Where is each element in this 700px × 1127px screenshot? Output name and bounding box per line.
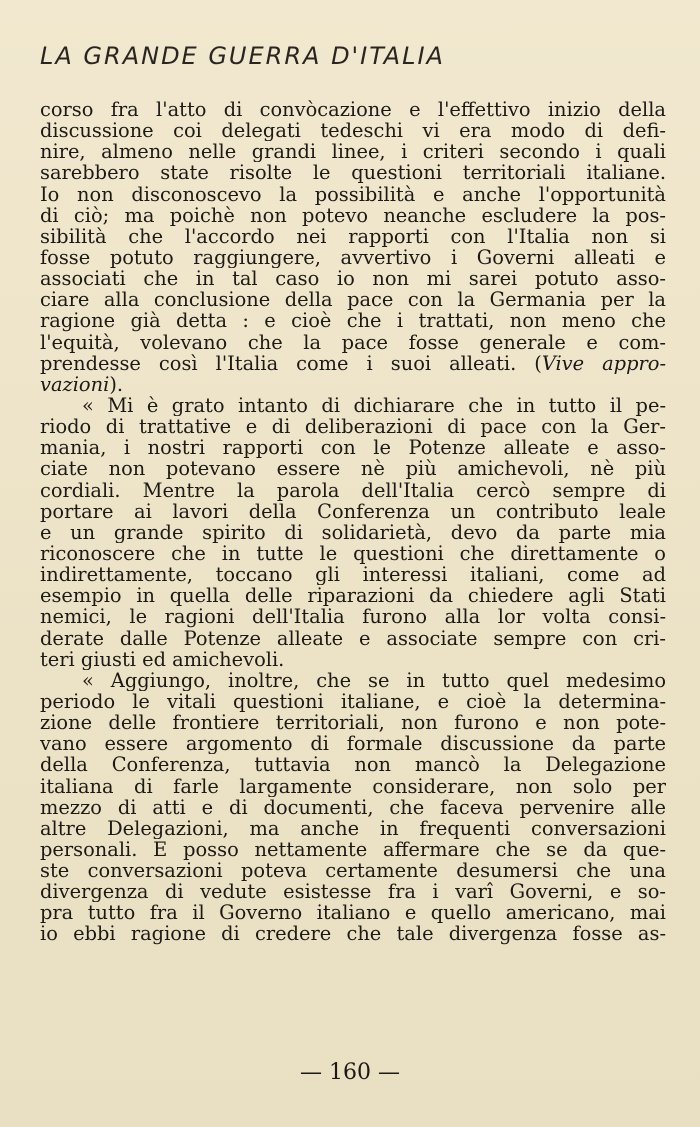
text-line-content: ragione già detta : e cioè che i trattati, non meno che	[40, 310, 666, 332]
text-line	[40, 733, 666, 754]
text-line	[40, 628, 666, 649]
text-line-content: derate dalle Potenze alleate e associate sempre con cri-	[40, 627, 666, 649]
text-line-content: discussione coi delegati tedeschi vi era modo di defi-	[40, 120, 666, 142]
text-line-content: ciate non potevano essere nè più amichevoli, nè più	[40, 458, 666, 480]
text-line-content: io ebbi ragione di credere che tale divergenza fosse as-	[40, 923, 666, 945]
text-line-content: zione delle frontiere territoriali, non furono e non pote-	[40, 712, 666, 734]
body-text	[40, 99, 666, 945]
text-line-content: periodo le vitali questioni italiane, e cioè la determina-	[40, 690, 666, 713]
text-line-content: personali. E posso nettamente affermare che se da que-	[40, 838, 666, 861]
text-line-content: mezzo di atti e di documenti, che faceva pervenire alle	[40, 796, 666, 818]
text-line	[40, 332, 666, 353]
text-line-content: divergenza di vedute esistesse fra i varî Governi, e so-	[40, 881, 666, 903]
text-line	[40, 416, 666, 437]
text-line	[40, 670, 666, 691]
text-line-content: « Mi è grato intanto di dichiarare che in tutto il pe-	[82, 394, 666, 417]
text-line-content: associati che in tal caso io non mi sarei potuto asso-	[40, 268, 666, 290]
text-line-content: corso fra l'atto di convòcazione e l'effettivo inizio della	[40, 99, 666, 121]
text-line-content: fosse potuto raggiungere, avvertivo i Governi alleati e	[40, 246, 666, 269]
text-line	[40, 353, 666, 374]
text-line	[40, 522, 666, 543]
text-line-content: Io non disconoscevo la possibilità e anche l'opportunità	[40, 183, 666, 205]
page-number: — 160 —	[300, 1060, 400, 1085]
italic-text: vazioni	[40, 373, 110, 395]
text-line-content: e un grande spirito di solidarietà, devo da parte mia	[40, 521, 666, 543]
text-line-content: pra tutto fra il Governo italiano e quello americano, mai	[40, 902, 666, 924]
text-line-content: riconoscere che in tutte le questioni che direttamente o	[40, 542, 666, 565]
text-line	[40, 247, 666, 268]
text-line-content: di ciò; ma poichè non potevo neanche escludere la pos-	[40, 204, 666, 226]
text-line	[40, 797, 666, 818]
text-line-content: indirettamente, toccano gli interessi italiani, come ad	[40, 564, 666, 586]
text-line-content: riodo di trattative e di deliberazioni di pace con la Ger-	[40, 416, 666, 438]
text-line-content: l'equità, volevano che la pace fosse generale e com-	[40, 331, 666, 353]
text-line	[40, 310, 666, 331]
text-line-content: sarebbero state risolte le questioni territoriali italiane.	[40, 162, 666, 184]
text-line	[40, 437, 666, 458]
text-line	[40, 184, 666, 205]
text-line	[40, 205, 666, 226]
text-line	[40, 606, 666, 627]
text-line	[40, 395, 666, 416]
text-line-content: portare ai lavori della Conferenza un contributo leale	[40, 500, 666, 522]
text-line	[40, 99, 666, 120]
text-line	[40, 458, 666, 479]
text-line	[40, 268, 666, 289]
text-line	[40, 712, 666, 733]
text-line-content: ciare alla conclusione della pace con la Germania per la	[40, 289, 666, 311]
italic-text: Vive appro-	[541, 352, 666, 374]
text-line	[40, 120, 666, 141]
text-line	[40, 649, 666, 670]
text-line	[40, 289, 666, 310]
text-line-content: sibilità che l'accordo nei rapporti con l'Italia non si	[40, 225, 666, 247]
text-line	[40, 839, 666, 860]
text-line	[40, 543, 666, 564]
text-line-content: teri giusti ed amichevoli.	[40, 648, 285, 670]
text-line	[40, 860, 666, 881]
text-line	[40, 501, 666, 522]
text-line-content: altre Delegazioni, ma anche in frequenti conversazioni	[40, 817, 666, 839]
text-line	[40, 141, 666, 162]
text-line	[40, 776, 666, 797]
text-line-content: esempio in quella delle riparazioni da chiedere agli Stati	[40, 585, 666, 607]
text-line-content: della Conferenza, tuttavia non mancò la Delegazione	[40, 754, 666, 776]
text-line-content: nire, almeno nelle grandi linee, i criteri secondo i quali	[40, 141, 666, 163]
text-line	[40, 754, 666, 775]
text-line	[40, 226, 666, 247]
text-line	[40, 818, 666, 839]
text-line	[40, 881, 666, 902]
text-line	[40, 564, 666, 585]
text-line	[40, 691, 666, 712]
text-line-content: vano essere argomento di formale discussione da parte	[40, 733, 666, 755]
text-line	[40, 480, 666, 501]
running-head: LA GRANDE GUERRA D'ITALIA	[40, 42, 445, 70]
text-line-content: « Aggiungo, inoltre, che se in tutto quel medesimo	[82, 669, 666, 691]
text-line	[40, 923, 666, 944]
text-line	[40, 374, 666, 395]
text-line	[40, 902, 666, 923]
text-line-content: prendesse così l'Italia come i suoi alleati. (	[40, 352, 542, 374]
text-line-content: italiana di farle largamente considerare, non solo per	[40, 775, 666, 797]
text-line-content: nemici, le ragioni dell'Italia furono alla lor volta consi-	[40, 606, 666, 628]
text-line-content: cordiali. Mentre la parola dell'Italia cercò sempre di	[40, 479, 666, 501]
text-line-content: mania, i nostri rapporti con le Potenze alleate e asso-	[40, 437, 666, 459]
text-line	[40, 585, 666, 606]
text-line-tail: ).	[109, 373, 124, 395]
text-line	[40, 162, 666, 183]
text-line-content: ste conversazioni poteva certamente desumersi che una	[40, 860, 666, 882]
